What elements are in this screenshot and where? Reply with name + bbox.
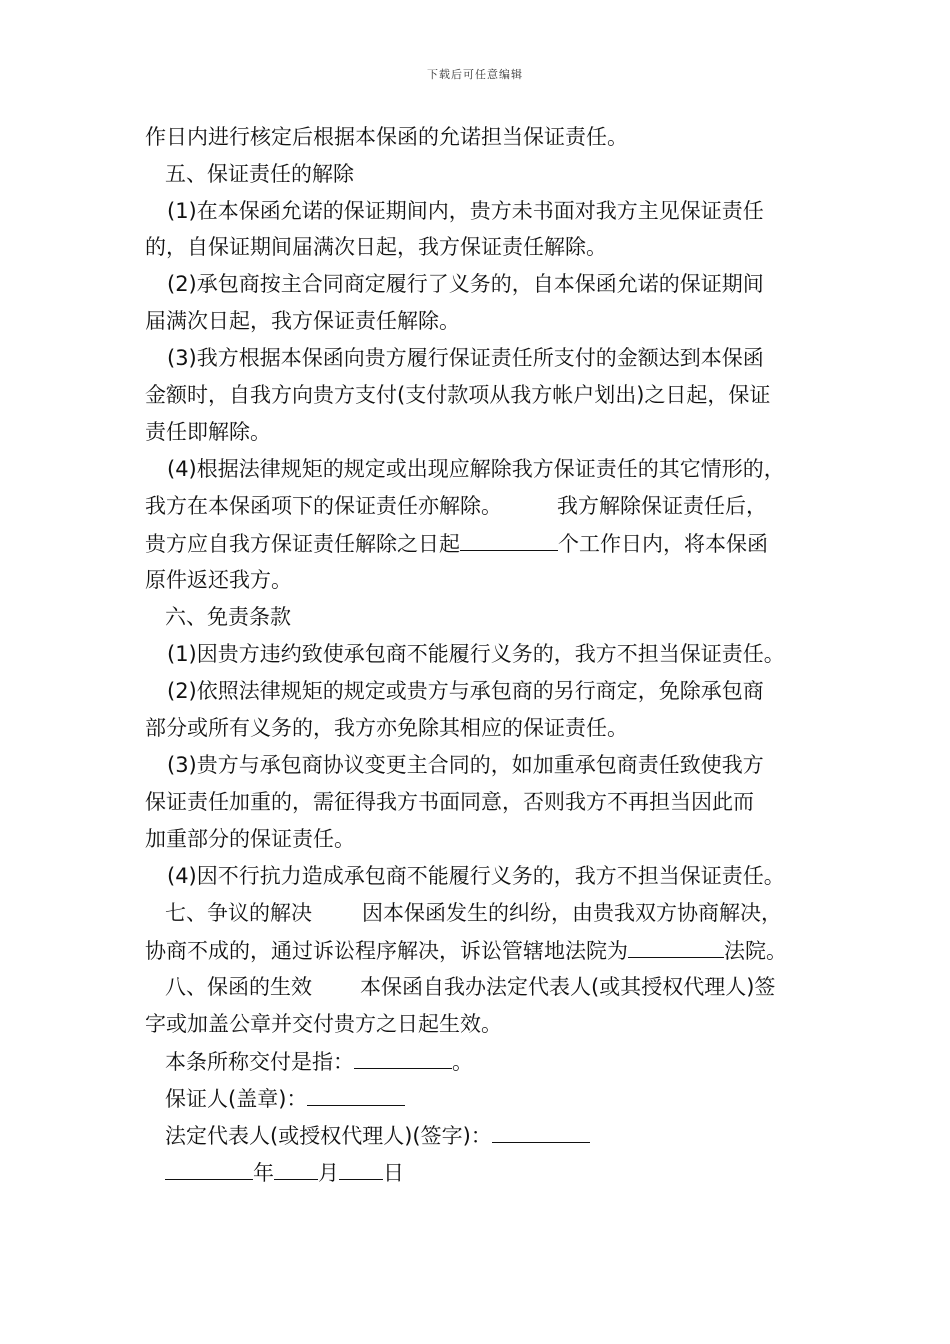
text-line: 责任即解除。: [145, 420, 271, 444]
text-segment: 本保函自我办法定代表人(或其授权代理人)签: [360, 975, 776, 999]
month-label: 月: [318, 1161, 339, 1185]
text-line: [165, 1085, 405, 1112]
blank-line: [339, 1159, 383, 1180]
text-line: (4)根据法律规矩的规定或出现应解除我方保证责任的其它情形的，: [167, 457, 785, 481]
text-line: 原件返还我方。: [145, 568, 292, 592]
text-line: [165, 900, 782, 926]
section-heading-6: 六、免责条款: [165, 605, 291, 629]
year-label: 年: [253, 1161, 274, 1185]
section-heading-7: 七、争议的解决: [165, 901, 312, 925]
text-line: 加重部分的保证责任。: [145, 827, 355, 851]
text-line: 届满次日起，我方保证责任解除。: [145, 309, 460, 333]
text-segment: 个工作日内，将本保函: [558, 532, 768, 556]
guarantor-label: 保证人(盖章)：: [165, 1087, 308, 1111]
text-segment: 。: [452, 1050, 473, 1074]
page-header: 下载后可任意编辑: [427, 68, 523, 81]
text-segment: 本条所称交付是指：: [165, 1050, 354, 1074]
text-line: 部分或所有义务的，我方亦免除其相应的保证责任。: [145, 716, 628, 740]
text-line: (3)我方根据本保函向贵方履行保证责任所支付的金额达到本保函: [167, 346, 764, 370]
text-segment: 协商不成的，通过诉讼程序解决，诉讼管辖地法院为: [145, 939, 628, 963]
text-line: (2)依照法律规矩的规定或贵方与承包商的另行商定，免除承包商: [167, 679, 764, 703]
text-line: [165, 1122, 590, 1149]
text-line: (4)因不行抗力造成承包商不能履行义务的，我方不担当保证责任。: [167, 864, 785, 888]
text-line: (2)承包商按主合同商定履行了义务的，自本保函允诺的保证期间: [167, 272, 764, 296]
text-line: [145, 937, 787, 964]
text-line: [145, 493, 767, 519]
blank-line: [492, 1122, 590, 1143]
blank-line: [354, 1048, 452, 1069]
text-line: [145, 530, 768, 557]
text-line: [165, 1048, 473, 1075]
text-line: 的，自保证期间届满次日起，我方保证责任解除。: [145, 235, 607, 259]
blank-line: [628, 937, 724, 958]
text-line: (1)因贵方违约致使承包商不能履行义务的，我方不担当保证责任。: [167, 642, 785, 666]
date-line: [165, 1159, 404, 1186]
text-segment: 我方在本保函项下的保证责任亦解除。: [145, 494, 502, 518]
blank-line: [165, 1159, 253, 1180]
text-segment: 我方解除保证责任后，: [557, 494, 767, 518]
blank-line: [307, 1085, 405, 1106]
text-line: 金额时，自我方向贵方支付(支付款项从我方帐户划出)之日起，保证: [145, 383, 771, 407]
representative-label: 法定代表人(或授权代理人)(签字)：: [165, 1124, 492, 1148]
blank-line: [274, 1159, 318, 1180]
text-segment: 贵方应自我方保证责任解除之日起: [145, 532, 460, 556]
section-heading-8: 八、保函的生效: [165, 975, 312, 999]
text-line: (1)在本保函允诺的保证期间内，贵方未书面对我方主见保证责任: [167, 199, 764, 223]
text-line: 作日内进行核定后根据本保函的允诺担当保证责任。: [145, 125, 628, 149]
text-line: 保证责任加重的，需征得我方书面同意，否则我方不再担当因此而: [145, 790, 754, 814]
text-line: (3)贵方与承包商协议变更主合同的，如加重承包商责任致使我方: [167, 753, 764, 777]
day-label: 日: [383, 1161, 404, 1185]
blank-line: [460, 530, 558, 551]
text-segment: 因本保函发生的纠纷，由贵我双方协商解决，: [362, 901, 782, 925]
text-line: 字或加盖公章并交付贵方之日起生效。: [145, 1012, 502, 1036]
section-heading-5: 五、保证责任的解除: [165, 162, 354, 186]
text-line: [165, 974, 775, 1000]
text-segment: 法院。: [724, 939, 787, 963]
